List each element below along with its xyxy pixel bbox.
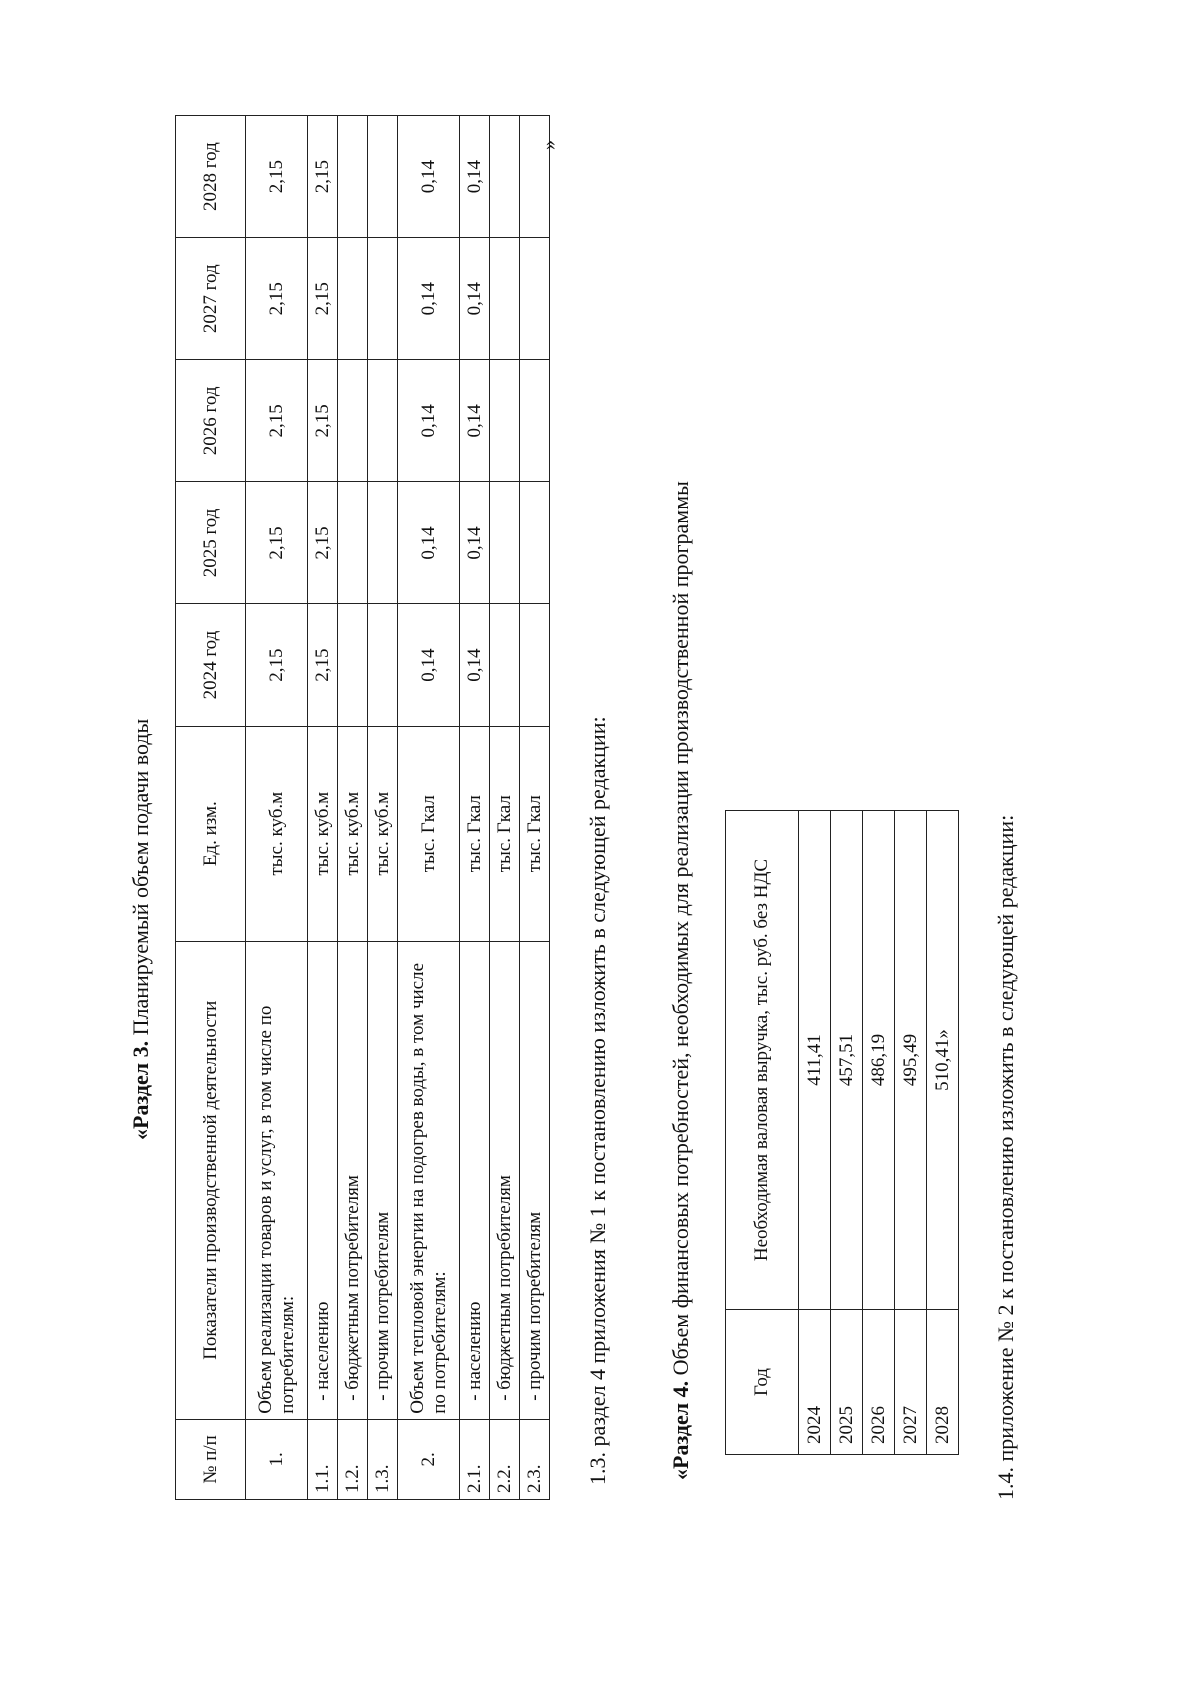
section4-title-bold: «Раздел 4. <box>668 1380 693 1480</box>
header-revenue: Необходимая валовая выручка, тыс. руб. без НДС <box>726 811 799 1310</box>
row-name: - населению <box>308 941 338 1419</box>
row-no: 1.3. <box>368 1419 398 1499</box>
row-value <box>368 116 398 238</box>
row-value: 0,14 <box>460 604 490 726</box>
row-value: 2,15 <box>246 482 308 604</box>
header-name: Показатели производственной деятельности <box>176 941 246 1419</box>
row-value <box>368 360 398 482</box>
section3-title-bold: «Раздел 3. <box>128 1040 153 1140</box>
table-row <box>863 811 895 1455</box>
row-name: - бюджетным потребителям <box>338 941 368 1419</box>
paragraph-1-4: 1.4. приложение № 2 к постановлению изложить в следующей редакции: <box>993 814 1018 1500</box>
row-value: 0,14 <box>398 360 460 482</box>
header-year: 2026 год <box>176 360 246 482</box>
row-no: 2.2. <box>490 1419 520 1499</box>
row-value <box>520 116 550 238</box>
header-no: № п/п <box>176 1419 246 1499</box>
row-year: 2027 <box>895 1310 927 1455</box>
section3-table <box>175 115 550 1500</box>
row-year: 2028 <box>927 1310 959 1455</box>
row-value: 2,15 <box>246 604 308 726</box>
row-value <box>338 604 368 726</box>
row-value: 0,14 <box>398 482 460 604</box>
row-year: 2026 <box>863 1310 895 1455</box>
row-value <box>368 238 398 360</box>
row-value: 0,14 <box>460 482 490 604</box>
header-year: 2028 год <box>176 116 246 238</box>
row-value <box>490 238 520 360</box>
row-revenue: 486,19 <box>863 811 895 1310</box>
paragraph-1-3: 1.3. раздел 4 приложения № 1 к постановлению изложить в следующей редакции: <box>585 716 610 1485</box>
row-value: 0,14 <box>398 238 460 360</box>
row-value: 0,14 <box>398 604 460 726</box>
row-no: 2.1. <box>460 1419 490 1499</box>
row-value: 2,15 <box>308 238 338 360</box>
header-year: 2027 год <box>176 238 246 360</box>
row-value <box>338 238 368 360</box>
row-unit: тыс. Гкал <box>520 726 550 941</box>
row-year: 2025 <box>831 1310 863 1455</box>
row-value: 0,14 <box>398 116 460 238</box>
row-name: - населению <box>460 941 490 1419</box>
table-row <box>246 116 308 1500</box>
header-year: 2024 год <box>176 604 246 726</box>
table-row <box>799 811 831 1455</box>
row-no: 1.1. <box>308 1419 338 1499</box>
row-value <box>520 482 550 604</box>
row-no: 2. <box>398 1419 460 1499</box>
table-row <box>927 811 959 1455</box>
section3-title-text: Планируемый объем подачи воды <box>128 718 153 1041</box>
row-value: 2,15 <box>246 360 308 482</box>
row-revenue: 495,49 <box>895 811 927 1310</box>
row-name: - прочим потребителям <box>368 941 398 1419</box>
section4-table <box>725 810 959 1455</box>
row-unit: тыс. Гкал <box>398 726 460 941</box>
table-row <box>338 116 368 1500</box>
row-name: Объем реализации товаров и услуг, в том числе по потребителям: <box>246 941 308 1419</box>
row-no: 1. <box>246 1419 308 1499</box>
table-row <box>368 116 398 1500</box>
row-value <box>520 238 550 360</box>
header-unit: Ед. изм. <box>176 726 246 941</box>
row-value <box>490 116 520 238</box>
row-value: 2,15 <box>246 238 308 360</box>
row-unit: тыс. куб.м <box>338 726 368 941</box>
row-value <box>490 482 520 604</box>
row-value <box>520 360 550 482</box>
table-row <box>490 116 520 1500</box>
row-year: 2024 <box>799 1310 831 1455</box>
row-value: 2,15 <box>308 482 338 604</box>
row-unit: тыс. Гкал <box>460 726 490 941</box>
header-year: Год <box>726 1310 799 1455</box>
row-value <box>490 604 520 726</box>
row-no: 1.2. <box>338 1419 368 1499</box>
section3-title <box>128 719 154 1140</box>
row-value <box>338 116 368 238</box>
row-name: - бюджетным потребителям <box>490 941 520 1419</box>
row-unit: тыс. Гкал <box>490 726 520 941</box>
row-value <box>338 360 368 482</box>
table-row <box>460 116 490 1500</box>
row-unit: тыс. куб.м <box>246 726 308 941</box>
row-name: - прочим потребителям <box>520 941 550 1419</box>
table-row <box>895 811 927 1455</box>
row-value <box>520 604 550 726</box>
row-value <box>368 604 398 726</box>
row-revenue: 411,41 <box>799 811 831 1310</box>
row-no: 2.3. <box>520 1419 550 1499</box>
row-value: 2,15 <box>246 116 308 238</box>
row-value <box>368 482 398 604</box>
row-value <box>338 482 368 604</box>
table-header-row <box>726 811 799 1455</box>
section4-title <box>668 481 694 1480</box>
row-unit: тыс. куб.м <box>308 726 338 941</box>
section4-title-text: Объем финансовых потребностей, необходимых для реализации производственной программы <box>668 481 693 1381</box>
row-value <box>490 360 520 482</box>
row-value: 0,14 <box>460 238 490 360</box>
row-value: 2,15 <box>308 604 338 726</box>
row-name: Объем тепловой энергии на подогрев воды, в том числе по потребителям: <box>398 941 460 1419</box>
table-row <box>308 116 338 1500</box>
row-value: 0,14 <box>460 116 490 238</box>
row-value: 2,15 <box>308 360 338 482</box>
table-row <box>398 116 460 1500</box>
table-row <box>520 116 550 1500</box>
table-row <box>831 811 863 1455</box>
table-header-row <box>176 116 246 1500</box>
row-value: 2,15 <box>308 116 338 238</box>
row-value: 0,14 <box>460 360 490 482</box>
row-revenue: 510,41» <box>927 811 959 1310</box>
row-revenue: 457,51 <box>831 811 863 1310</box>
section3-closing-quote: » <box>538 140 560 150</box>
header-year: 2025 год <box>176 482 246 604</box>
row-unit: тыс. куб.м <box>368 726 398 941</box>
